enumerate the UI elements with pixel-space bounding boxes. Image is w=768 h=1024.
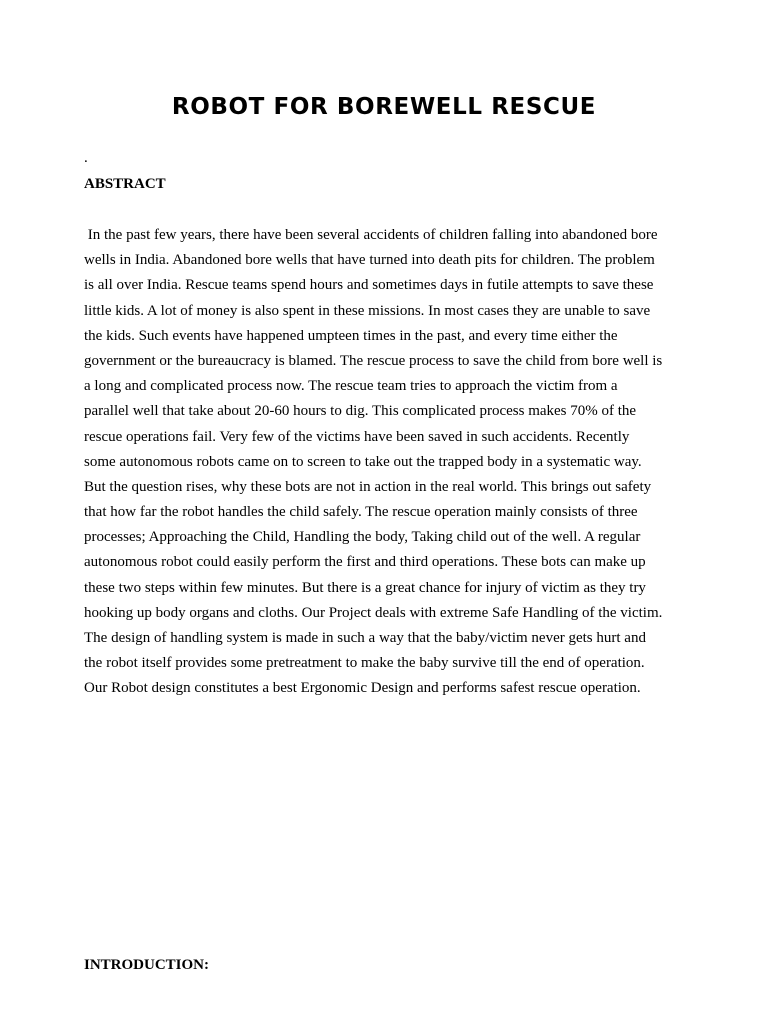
paragraph-line: is all over India. Rescue teams spend hours and sometimes days in futile attempts to save these bbox=[84, 277, 654, 294]
stray-mark: . bbox=[84, 150, 88, 166]
paragraph-line: hooking up body organs and cloths. Our Project deals with extreme Safe Handling of the victim. bbox=[84, 604, 663, 621]
document-title: ROBOT FOR BOREWELL RESCUE bbox=[171, 94, 597, 120]
paragraph-line: these two steps within few minutes. But there is a great chance for injury of victim as they try bbox=[84, 579, 646, 596]
introduction-heading: INTRODUCTION: bbox=[84, 957, 210, 973]
paragraph-line: some autonomous robots came on to screen to take out the trapped body in a systematic way. bbox=[84, 453, 642, 470]
paragraph-line: the kids. Such events have happened umpteen times in the past, and every time either the bbox=[84, 327, 618, 344]
abstract-heading: ABSTRACT bbox=[84, 176, 166, 192]
paragraph-line: Our Robot design constitutes a best Ergonomic Design and performs safest rescue operation. bbox=[84, 680, 641, 697]
paragraph-line: parallel well that take about 20-60 hours to dig. This complicated process makes 70% of the bbox=[84, 403, 637, 420]
paragraph-line: The design of handling system is made in such a way that the baby/victim never gets hurt and bbox=[84, 630, 646, 646]
paragraph-line: little kids. A lot of money is also spent in these missions. In most cases they are unable to save bbox=[84, 302, 651, 319]
paragraph-line: wells in India. Abandoned bore wells that have turned into death pits for children. The problem bbox=[84, 252, 655, 269]
paragraph-line: autonomous robot could easily perform the first and third operations. These bots can make up bbox=[84, 554, 646, 571]
paragraph-line: the robot itself provides some pretreatment to make the baby survive till the end of operation. bbox=[84, 655, 645, 672]
paragraph-line: a long and complicated process now. The rescue team tries to approach the victim from a bbox=[84, 378, 618, 395]
abstract-paragraph bbox=[84, 225, 684, 704]
paragraph-line: But the question rises, why these bots are not in action in the real world. This brings out safety bbox=[84, 478, 652, 495]
paragraph-line: processes; Approaching the Child, Handling the body, Taking child out of the well. A regular bbox=[84, 529, 641, 546]
paragraph-line: In the past few years, there have been several accidents of children falling into abandoned bore bbox=[84, 227, 658, 243]
paragraph-line: that how far the robot handles the child safely. The rescue operation mainly consists of three bbox=[84, 504, 638, 521]
paragraph-line: rescue operations fail. Very few of the victims have been saved in such accidents. Recently bbox=[84, 428, 630, 445]
paragraph-line: government or the bureaucracy is blamed. The rescue process to save the child from bore well is bbox=[84, 352, 663, 369]
